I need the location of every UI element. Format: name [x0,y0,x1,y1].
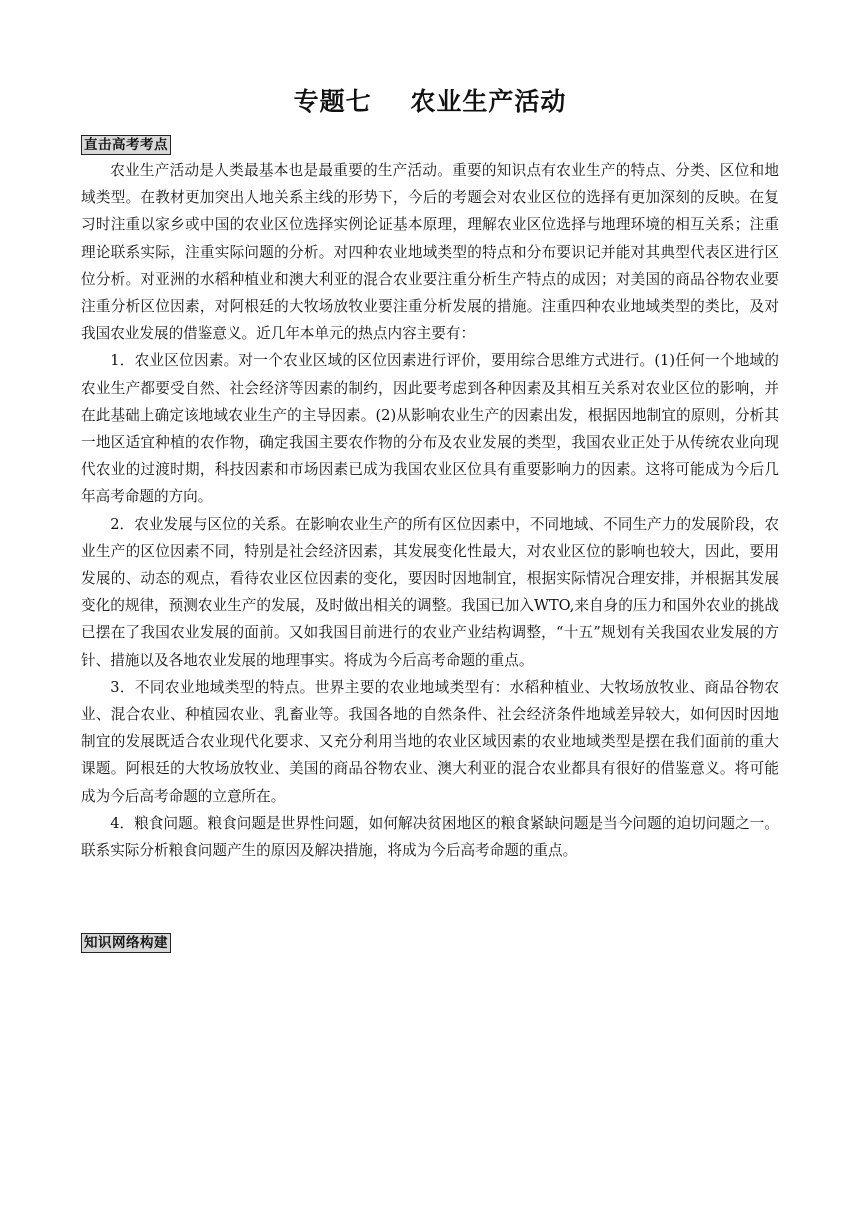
section-label-exam-points: 直击高考考点 [81,135,171,155]
point-3-paragraph: 3．不同农业地域类型的特点。世界主要的农业地域类型有：水稻种植业、大牧场放牧业、商品谷物农业、混合农业、种植园农业、乳畜业等。我国各地的自然条件、社会经济条件地域差异较大，如何因时因地制宜的发展既适合农业现代化要求、又充分利用当地的农业区域因素的农业地域类型是摆在我们面前的重大课题。阿根廷的大牧场放牧业、美国的商品谷物农业、澳大利亚的混合农业都具有很好的借鉴意义。将可能成为今后高考命题的立意所在。 [81,678,779,805]
point-4-paragraph: 4．粮食问题。粮食问题是世界性问题，如何解决贫困地区的粮食紧缺问题是当今问题的迫切问题之一。联系实际分析粮食问题产生的原因及解决措施，将成为今后高考命题的重点。 [81,814,779,860]
section-label-knowledge-network: 知识网络构建 [81,933,171,953]
point-1-paragraph: 1．农业区位因素。对一个农业区域的区位因素进行评价，要用综合思维方式进行。(1)任何一个地域的农业生产都要受自然、社会经济等因素的制约，因此要考虑到各种因素及其相互关系对农业区位的影响，并在此基础上确定该地域农业生产的主导因素。(2)从影响农业生产的因素出发，根据因地制宜的原则，分析其一地区适宜种植的农作物，确定我国主要农作物的分布及农业发展的类型，我国农业正处于从传统农业向现代农业的过渡时期，科技因素和市场因素已成为我国农业区位具有重要影响力的因素。这将可能成为今后几年高考命题的方向。 [81,352,779,506]
point-2-paragraph: 2．农业发展与区位的关系。在影响农业生产的所有区位因素中，不同地域、不同生产力的发展阶段，农业生产的区位因素不同，特别是社会经济因素，其发展变化性最大，对农业区位的影响也较大，因此，要用发展的、动态的观点，看待农业区位因素的变化，要因时因地制宜，根据实际情况合理安排，并根据其发展变化的规律，预测农业生产的发展，及时做出相关的调整。我国已加入WTO,来自身的压力和国外农业的挑战已摆在了我国农业发展的面前。又如我国目前进行的农业产业结构调整，“十五”规划有关我国农业发展的方针、措施以及各地农业发展的地理事实。将成为今后高考命题的重点。 [81,515,779,669]
page-title: 专题七 农业生产活动 [293,87,567,116]
intro-paragraph: 农业生产活动是人类最基本也是最重要的生产活动。重要的知识点有农业生产的特点、分类、区位和地域类型。在教材更加突出人地关系主线的形势下，今后的考题会对农业区位的选择有更加深刻的反映。在复习时注重以家乡或中国的农业区位选择实例论证基本原理，理解农业区位选择与地理环境的相互关系；注重理论联系实际，注重实际问题的分析。对四种农业地域类型的特点和分布要识记并能对其典型代表区进行区位分析。对亚洲的水稻种植业和澳大利亚的混合农业要注重分析生产特点的成因；对美国的商品谷物农业要注重分析区位因素，对阿根廷的大牧场放牧业要注重分析发展的措施。注重四种农业地域类型的类比，及对我国农业发展的借鉴意义。近几年本单元的热点内容主要有： [81,162,779,343]
body-text [81,157,779,864]
